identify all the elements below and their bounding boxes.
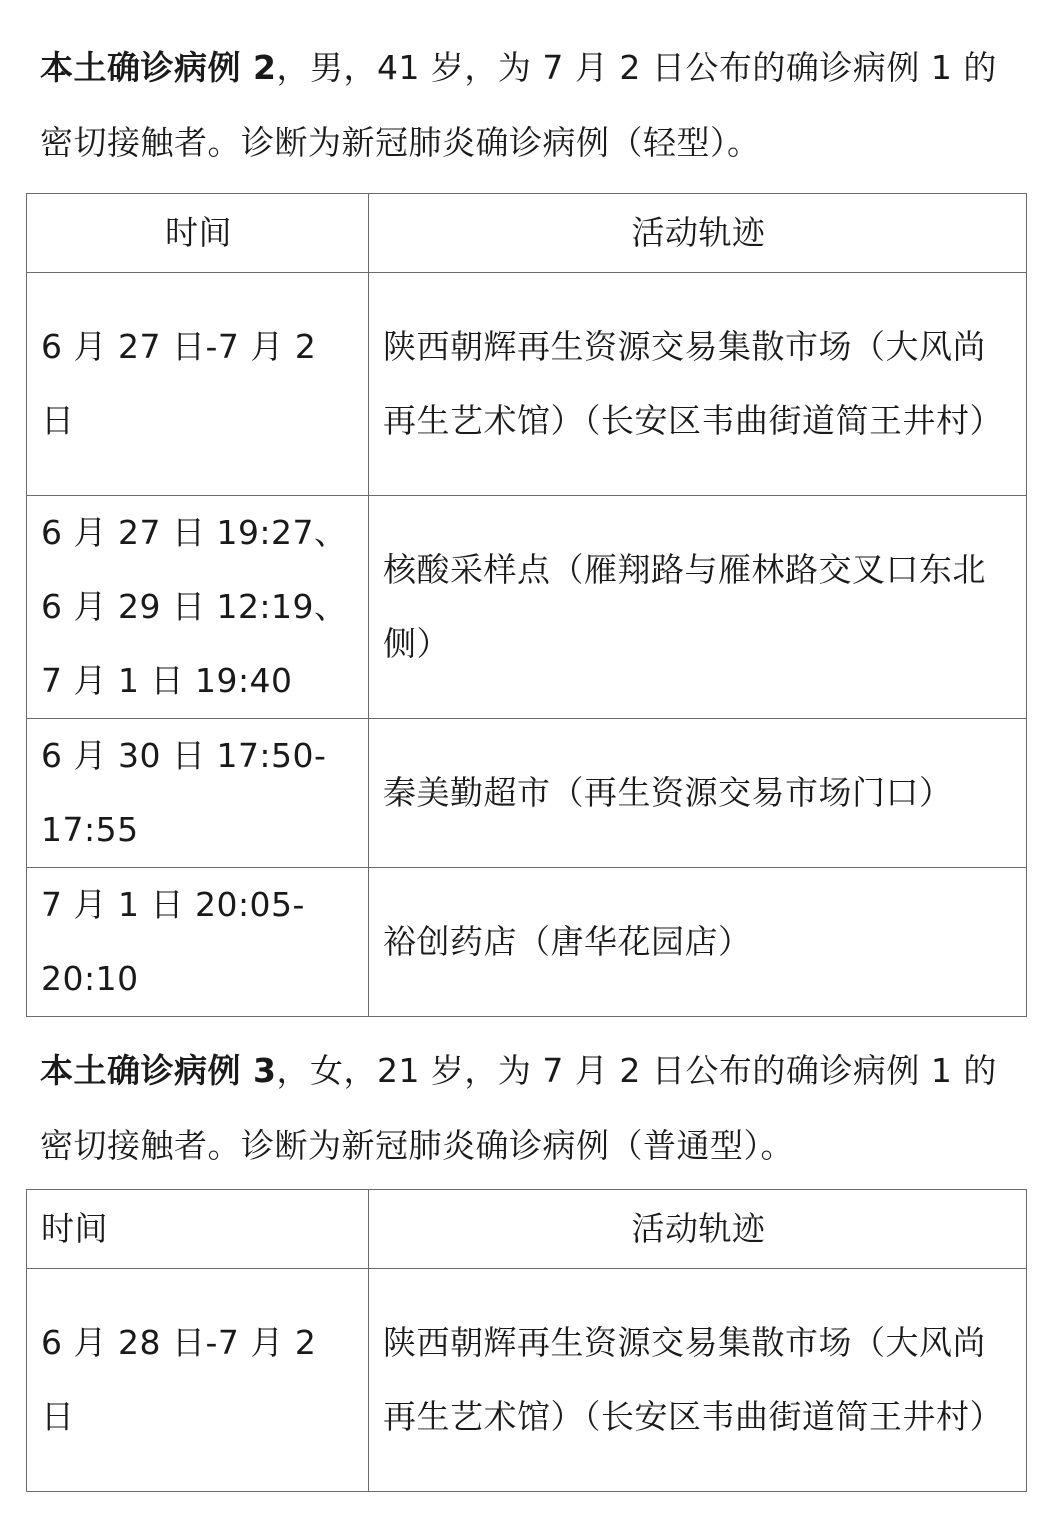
case-3-title: 本土确诊病例 3 bbox=[40, 1051, 277, 1090]
case-3-details: ，女，21 岁，为 7 月 2 日公布的确诊病例 1 的密切接触者。诊断为新冠肺炎确诊病例（普通型）。 bbox=[40, 1051, 997, 1165]
header-track: 活动轨迹 bbox=[369, 1190, 1027, 1269]
row-track: 裕创药店（唐华花园店） bbox=[369, 868, 1027, 1017]
header-time: 时间 bbox=[27, 194, 369, 273]
case-2-details: ，男，41 岁，为 7 月 2 日公布的确诊病例 1 的密切接触者。诊断为新冠肺炎确诊病例（轻型）。 bbox=[40, 48, 997, 162]
table-header-row bbox=[27, 194, 1027, 273]
row-track: 核酸采样点（雁翔路与雁林路交叉口东北侧） bbox=[369, 496, 1027, 719]
case-2-title: 本土确诊病例 2 bbox=[40, 48, 277, 87]
case-2-description bbox=[40, 30, 1020, 180]
table-header-row bbox=[27, 1190, 1027, 1269]
row-time: 6 月 30 日 17:50-17:55 bbox=[27, 719, 369, 868]
row-time: 6 月 27 日-7 月 2 日 bbox=[27, 273, 369, 496]
row-track: 秦美勤超市（再生资源交易市场门口） bbox=[369, 719, 1027, 868]
header-track: 活动轨迹 bbox=[369, 194, 1027, 273]
case-2-activity-table bbox=[26, 193, 1027, 1017]
table-row bbox=[27, 868, 1027, 1017]
row-time: 7 月 1 日 20:05-20:10 bbox=[27, 868, 369, 1017]
row-time: 6 月 28 日-7 月 2 日 bbox=[27, 1269, 369, 1492]
row-track: 陕西朝辉再生资源交易集散市场（大风尚再生艺术馆）（长安区韦曲街道简王井村） bbox=[369, 273, 1027, 496]
row-time: 6 月 27 日 19:27、6 月 29 日 12:19、7 月 1 日 19:40 bbox=[27, 496, 369, 719]
case-3-activity-table bbox=[26, 1189, 1027, 1492]
table-row bbox=[27, 1269, 1027, 1492]
table-row bbox=[27, 496, 1027, 719]
header-time: 时间 bbox=[27, 1190, 369, 1269]
case-3-description bbox=[40, 1033, 1020, 1183]
table-row bbox=[27, 273, 1027, 496]
row-track: 陕西朝辉再生资源交易集散市场（大风尚再生艺术馆）（长安区韦曲街道简王井村） bbox=[369, 1269, 1027, 1492]
table-row bbox=[27, 719, 1027, 868]
